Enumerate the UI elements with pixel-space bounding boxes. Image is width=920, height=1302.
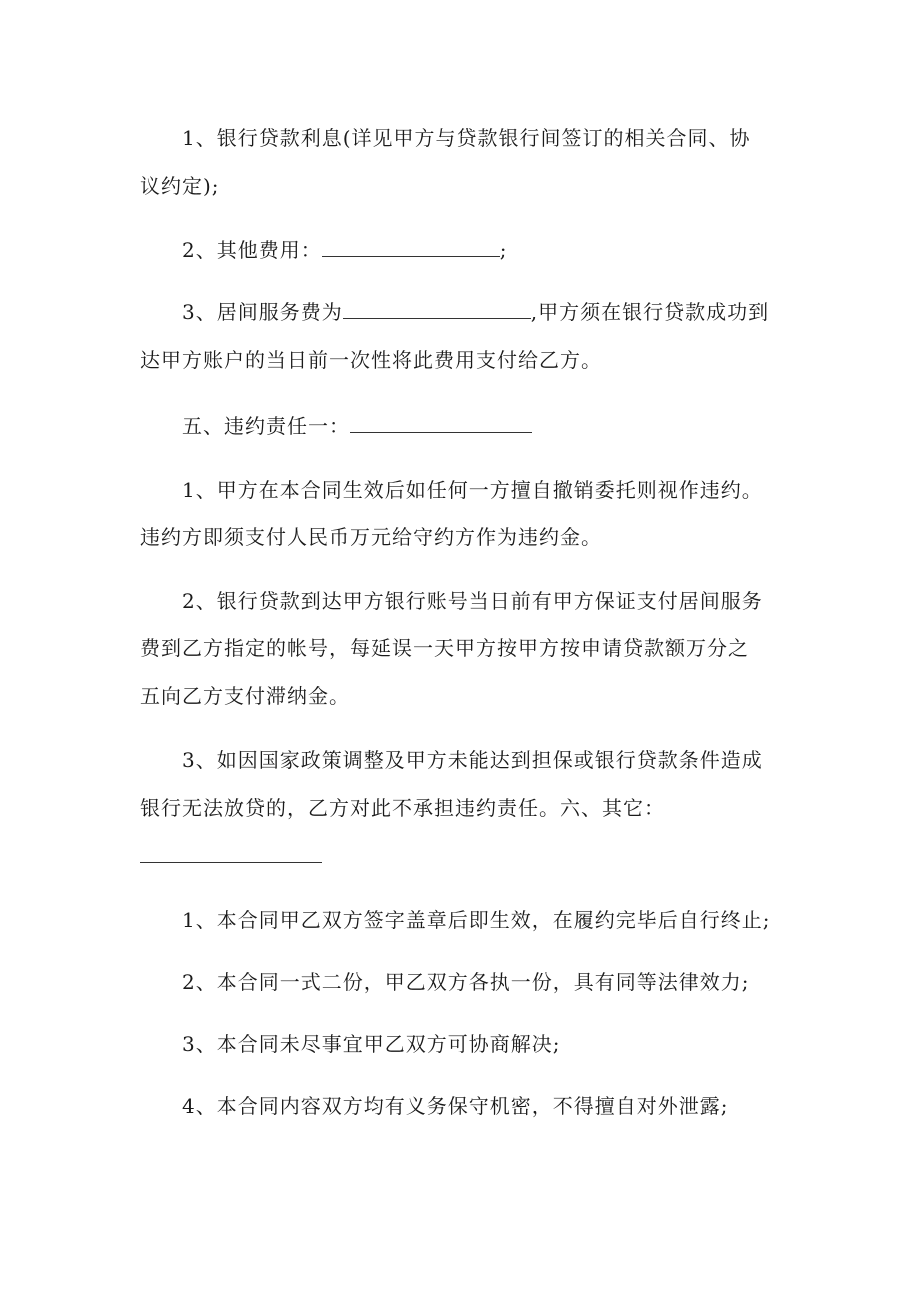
clause-6-2 [182,970,802,994]
fill-in-blank[interactable] [350,414,532,433]
clause-service-fee-line1 [182,300,802,324]
clause-text: 4、本合同内容双方均有义务保守机密，不得擅自对外泄露; [182,1094,729,1118]
clause-text: 银行无法放贷的，乙方对此不承担违约责任。六、其它： [140,796,665,820]
clause-5-2-line1 [182,589,802,613]
clause-text: 2、本合同一式二份，甲乙双方各执一份，具有同等法律效力; [182,970,750,994]
section-heading-text: 五、违约责任一： [182,414,350,438]
clause-5-3-line2 [140,796,800,820]
fill-in-blank[interactable] [343,300,531,319]
clause-5-3-line1 [182,748,802,772]
fill-in-blank-line[interactable] [140,862,322,863]
fill-in-blank[interactable] [322,238,500,257]
clause-text: ; [499,238,508,262]
clause-interest-line2 [140,174,800,198]
clause-6-4 [182,1094,802,1118]
clause-5-1-line2 [140,525,800,549]
clause-text: 1、本合同甲乙双方签字盖章后即生效，在履约完毕后自行终止; [182,908,771,932]
clause-6-1 [182,908,802,932]
clause-text: ,甲方须在银行贷款成功到 [530,300,770,324]
clause-text: 3、如因国家政策调整及甲方未能达到担保或银行贷款条件造成 [182,748,763,772]
clause-text: 违约方即须支付人民币万元给守约方作为违约金。 [140,525,602,549]
clause-text: 2、银行贷款到达甲方银行账号当日前有甲方保证支付居间服务 [182,589,763,613]
clause-text: 费到乙方指定的帐号，每延误一天甲方按甲方按申请贷款额万分之 [140,636,749,660]
clause-5-2-line3 [140,684,800,708]
clause-text: 议约定); [140,174,220,198]
clause-text: 1、甲方在本合同生效后如任何一方擅自撤销委托则视作违约。 [182,478,763,502]
clause-interest-line1 [182,126,802,150]
clause-text: 2、其他费用： [182,238,322,262]
clause-5-1-line1 [182,478,802,502]
clause-service-fee-line2 [140,348,800,372]
clause-text: 1、银行贷款利息(详见甲方与贷款银行间签订的相关合同、协 [182,126,751,150]
clause-text: 3、居间服务费为 [182,300,343,324]
clause-6-3 [182,1032,802,1056]
clause-text: 3、本合同未尽事宜甲乙双方可协商解决; [182,1032,561,1056]
clause-text: 五向乙方支付滞纳金。 [140,684,350,708]
clause-5-2-line2 [140,636,800,660]
section-5-heading [182,414,802,438]
clause-text: 达甲方账户的当日前一次性将此费用支付给乙方。 [140,348,602,372]
clause-other-fees [182,238,802,262]
